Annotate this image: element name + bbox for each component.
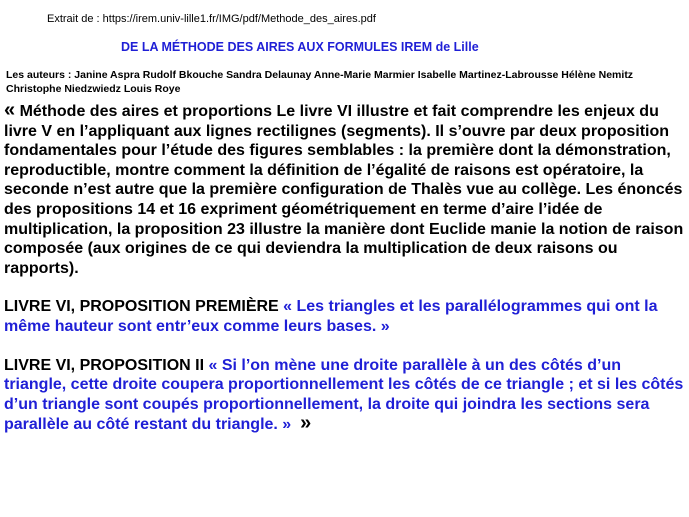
document-title: DE LA MÉTHODE DES AIRES AUX FORMULES IREM de Lille	[121, 40, 479, 54]
intro-paragraph	[4, 101, 684, 278]
document-body	[4, 101, 684, 435]
source-label: Extrait de :	[47, 13, 103, 25]
proposition-2-label: LIVRE VI, PROPOSITION II	[4, 356, 209, 374]
proposition-1-label: LIVRE VI, PROPOSITION PREMIÈRE	[4, 298, 284, 316]
intro-open-quote: «	[4, 99, 16, 121]
proposition-2-quote: « Si l’on mène une droite parallèle à un des côtés d’un triangle, cette droite coupera proportionnellement les côtés de ce triangle ; et si les côtés d’un triangle sont coupés proportionnellement, la droite qui joindra les sections sera parallèle au côté restant du triangle. »	[4, 356, 684, 434]
proposition-1	[4, 297, 684, 336]
paragraph-spacer	[4, 337, 684, 356]
intro-text: Méthode des aires et proportions Le livre VI illustre et fait comprendre les enjeux du livre V en l’appliquant aux lignes rectilignes (segments). Il s’ouvre par deux proposition fondamentales pour l’étude des figures semblables : la première dont la démonstration, reproductible, montre comment la définition de l’égalité de raisons est opératoire, la seconde n’est autre que la première configuration de Thalès vue au collège. Les énoncés des propositions 14 et 16 expriment géométriquement en terme d’aire l’idée de multiplication, la proposition 23 illustre la manière dont Euclide manie la notion de raison composée (aux origines de ce qui deviendra la multiplication de deux raisons ou rapports).	[4, 103, 684, 277]
paragraph-spacer	[4, 278, 684, 297]
authors-line: Les auteurs : Janine Aspra Rudolf Bkouche Sandra Delaunay Anne-Marie Marmier Isabelle Martinez-Labrousse Hélène Nemitz Christophe Niedzwiedz Louis Roye	[6, 69, 634, 95]
proposition-1-quote: « Les triangles et les parallélogrammes qui ont la même hauteur sont entr’eux comme leurs bases. »	[4, 298, 658, 335]
proposition-2	[4, 356, 684, 435]
source-line	[47, 12, 376, 26]
source-url: https://irem.univ-lille1.fr/IMG/pdf/Methode_des_aires.pdf	[102, 13, 376, 25]
intro-close-quote: »	[300, 412, 312, 435]
